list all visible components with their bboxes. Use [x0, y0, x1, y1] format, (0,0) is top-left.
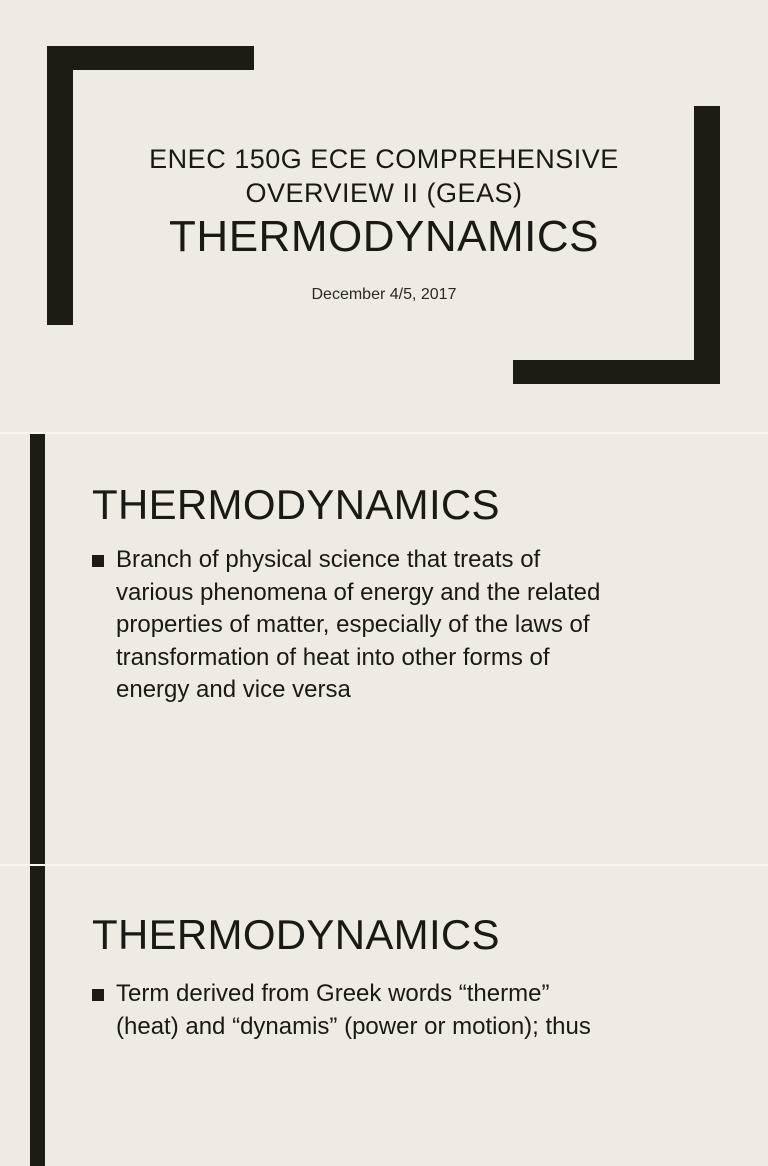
slide-heading: THERMODYNAMICS	[92, 911, 500, 958]
course-subtitle-line-1: ENEC 150G ECE COMPREHENSIVE	[149, 144, 619, 174]
bullet-text	[116, 544, 692, 707]
square-bullet-icon	[92, 989, 104, 1001]
bullet-line: transformation of heat into other forms of	[116, 643, 550, 671]
frame-bar-bottom-right-horizontal	[513, 360, 720, 384]
left-accent-rule	[30, 866, 45, 1166]
presentation-date: December 4/5, 2017	[311, 286, 457, 303]
title-slide[interactable]	[0, 0, 768, 432]
title-block	[0, 142, 768, 264]
bullet-line: Term derived from Greek words “therme”	[116, 980, 550, 1007]
content-slide-2[interactable]	[0, 434, 768, 864]
bullet-line: Branch of physical science that treats of	[116, 546, 541, 573]
bullet-line: energy and vice versa	[116, 676, 351, 703]
bullet-line: various phenomena of energy and the related	[116, 578, 601, 606]
bullet-item	[92, 978, 692, 1043]
bullet-line: properties of matter, especially of the laws of	[116, 611, 590, 638]
frame-bar-top-left-horizontal	[47, 46, 254, 70]
course-subtitle-line-2: OVERVIEW II (GEAS)	[245, 178, 523, 208]
square-bullet-icon	[92, 555, 104, 567]
presentation-title: THERMODYNAMICS	[169, 212, 599, 261]
bullet-line: (heat) and “dynamis” (power or motion); thus	[116, 1012, 591, 1040]
left-accent-rule	[30, 434, 45, 864]
content-slide-3[interactable]	[0, 866, 768, 1166]
bullet-item	[92, 544, 692, 707]
bullet-text	[116, 978, 692, 1043]
slide-heading: THERMODYNAMICS	[92, 481, 500, 528]
